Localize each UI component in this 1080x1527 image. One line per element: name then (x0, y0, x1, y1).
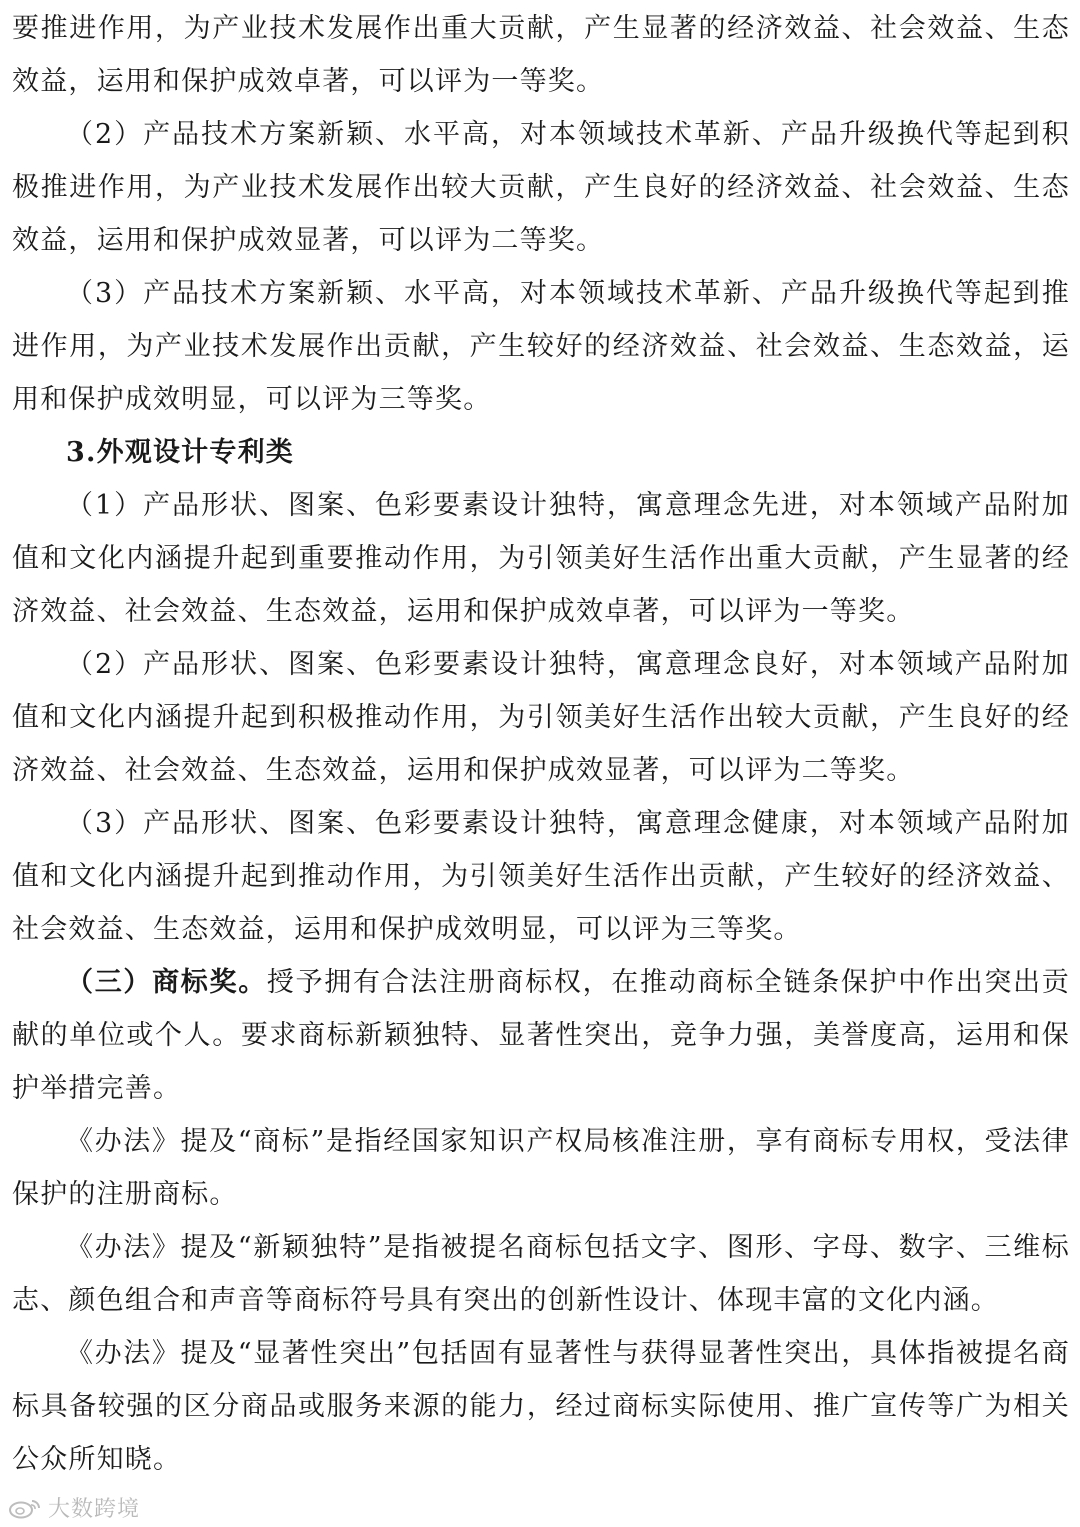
paragraph-distinctiveness-definition: 《办法》提及“显著性突出”包括固有显著性与获得显著性突出，具体指被提名商标具备较强的区分商品或服务来源的能力，经过商标实际使用、推广宣传等广为相关公众所知晓。 (12, 1338, 1070, 1475)
paragraph-invention-level-2: （2）产品技术方案新颖、水平高，对本领域技术革新、产品升级换代等起到积极推进作用，为产业技术发展作出较大贡献，产生良好的经济效益、社会效益、生态效益，运用和保护成效显著，可以评为二等奖。 (12, 119, 1070, 256)
paragraph-novel-unique-definition: 《办法》提及“新颖独特”是指被提名商标包括文字、图形、字母、数字、三维标志、颜色组合和声音等商标符号具有突出的创新性设计、体现丰富的文化内涵。 (12, 1232, 1070, 1316)
paragraph-continuation: 要推进作用，为产业技术发展作出重大贡献，产生显著的经济效益、社会效益、生态效益，运用和保护成效卓著，可以评为一等奖。 (12, 13, 1070, 97)
paragraph-invention-level-3: （3）产品技术方案新颖、水平高，对本领域技术革新、产品升级换代等起到推进作用，为产业技术发展作出贡献，产生较好的经济效益、社会效益、生态效益，运用和保护成效明显，可以评为三等奖。 (12, 278, 1070, 415)
paragraph-trademark-award (12, 956, 1070, 1115)
watermark-text: 大数跨境 (48, 1497, 141, 1522)
trademark-award-body: 授予拥有合法注册商标权，在推动商标全链条保护中作出突出贡献的单位或个人。要求商标新颖独特、显著性突出，竞争力强，美誉度高，运用和保护举措完善。 (12, 967, 1070, 1104)
paragraph-design-level-3: （3）产品形状、图案、色彩要素设计独特，寓意理念健康，对本领域产品附加值和文化内涵提升起到推动作用，为引领美好生活作出贡献，产生较好的经济效益、社会效益、生态效益，运用和保护成效明显，可以评为三等奖。 (12, 808, 1070, 945)
section-heading-design-patent: 3.外观设计专利类 (66, 437, 294, 468)
weibo-logo-icon (8, 1497, 42, 1519)
document-page (12, 2, 1070, 1486)
paragraph-trademark-definition: 《办法》提及“商标”是指经国家知识产权局核准注册，享有商标专用权，受法律保护的注册商标。 (12, 1126, 1070, 1210)
watermark (8, 1492, 140, 1523)
paragraph-design-level-1: （1）产品形状、图案、色彩要素设计独特，寓意理念先进，对本领域产品附加值和文化内涵提升起到重要推动作用，为引领美好生活作出重大贡献，产生显著的经济效益、社会效益、生态效益，运用和保护成效卓著，可以评为一等奖。 (12, 490, 1070, 627)
paragraph-design-level-2: （2）产品形状、图案、色彩要素设计独特，寓意理念良好，对本领域产品附加值和文化内涵提升起到积极推动作用，为引领美好生活作出较大贡献，产生良好的经济效益、社会效益、生态效益，运用和保护成效显著，可以评为二等奖。 (12, 649, 1070, 786)
trademark-award-title: （三）商标奖。 (66, 967, 267, 998)
